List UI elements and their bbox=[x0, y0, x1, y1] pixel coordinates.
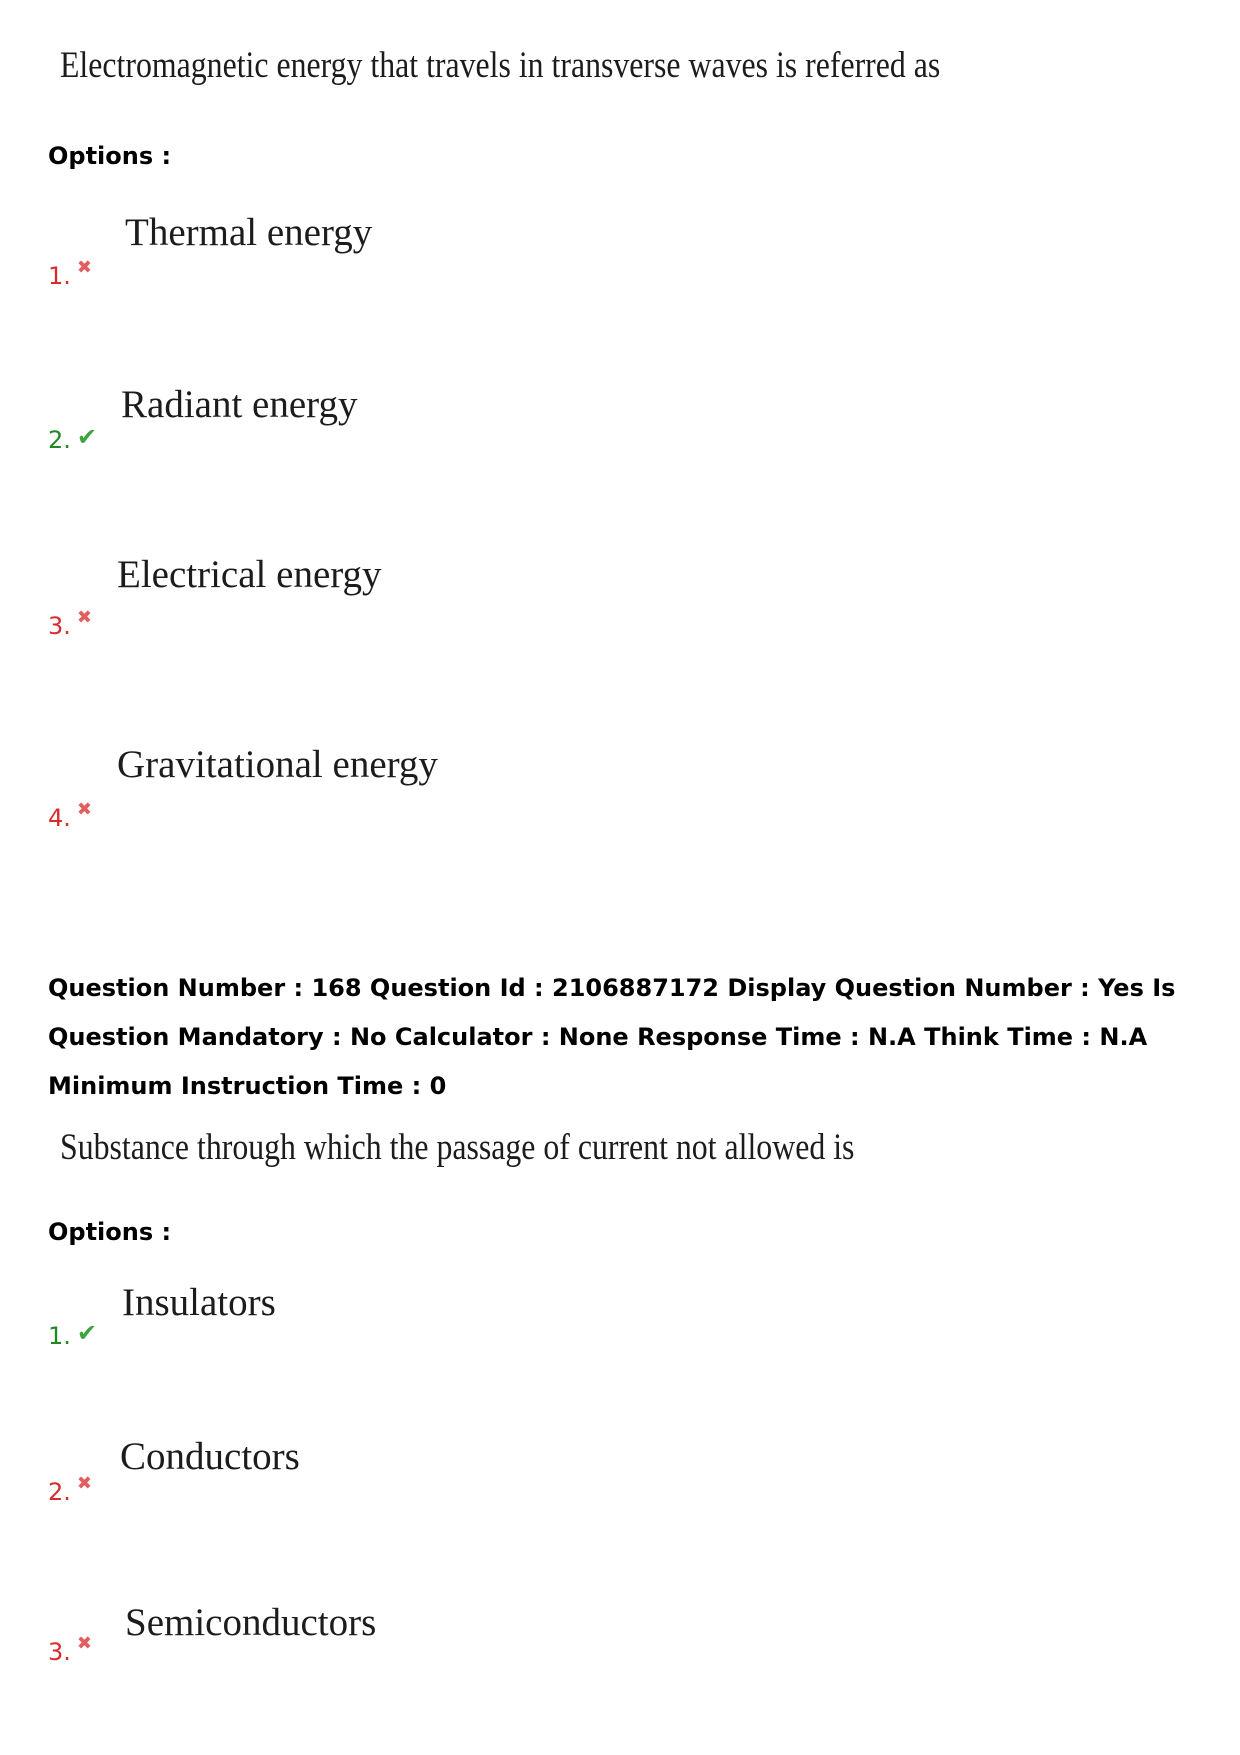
q1-option-4-text: Gravitational energy bbox=[117, 743, 438, 786]
q2-option-3-text: Semiconductors bbox=[125, 1601, 377, 1644]
q2-option-1-text: Insulators bbox=[122, 1281, 276, 1324]
cross-icon: ✖ bbox=[76, 1473, 92, 1494]
q1-option-1-text: Thermal energy bbox=[125, 211, 373, 254]
option-number: 1. bbox=[48, 1322, 71, 1350]
cross-icon: ✖ bbox=[76, 257, 92, 278]
option-number: 2. bbox=[48, 1478, 71, 1506]
option-number: 4. bbox=[48, 804, 71, 832]
q2-option-1-number bbox=[48, 1319, 98, 1350]
q2-option-2-text: Conductors bbox=[120, 1435, 300, 1478]
question-1-text: Electromagnetic energy that travels in transverse waves is referred as bbox=[60, 45, 941, 86]
cross-icon: ✖ bbox=[76, 799, 92, 820]
q1-option-4-number bbox=[48, 799, 92, 832]
option-number: 1. bbox=[48, 262, 71, 290]
cross-icon: ✖ bbox=[76, 1633, 92, 1654]
q2-option-2-number bbox=[48, 1473, 92, 1506]
question-2-meta: Question Number : 168 Question Id : 2106887172 Display Question Number : Yes Is Question Mandatory : No Calculator : None Response Time : N.A Think Time : N.A Minimum Instruction Time : 0 bbox=[48, 974, 1176, 1100]
question-2-text: Substance through which the passage of current not allowed is bbox=[60, 1127, 855, 1168]
check-icon: ✔ bbox=[76, 423, 98, 451]
option-number: 3. bbox=[48, 1638, 71, 1666]
options-label-1: Options : bbox=[48, 142, 172, 170]
cross-icon: ✖ bbox=[76, 607, 92, 628]
q1-option-1-number bbox=[48, 257, 92, 290]
q2-option-3-number bbox=[48, 1633, 92, 1666]
q1-option-2-number bbox=[48, 423, 98, 454]
option-number: 2. bbox=[48, 426, 71, 454]
q1-option-3-text: Electrical energy bbox=[117, 553, 382, 596]
q1-option-2-text: Radiant energy bbox=[121, 383, 358, 426]
check-icon: ✔ bbox=[76, 1319, 98, 1347]
option-number: 3. bbox=[48, 612, 71, 640]
options-label-2: Options : bbox=[48, 1218, 172, 1246]
q1-option-3-number bbox=[48, 607, 92, 640]
